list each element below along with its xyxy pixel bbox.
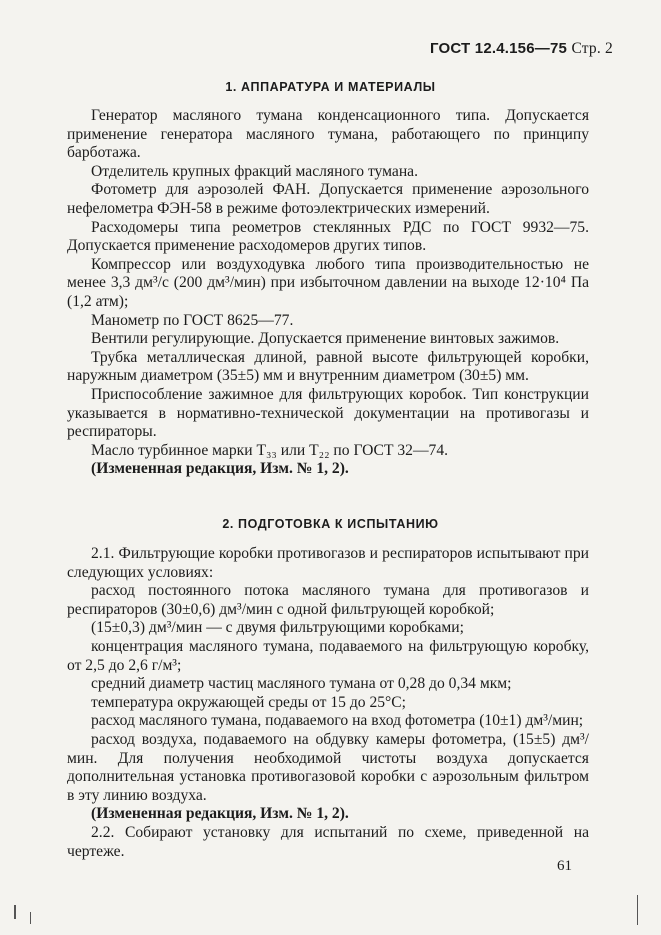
section-1-title: 1. АППАРАТУРА И МАТЕРИАЛЫ (225, 80, 436, 94)
paragraph: Фотометр для аэрозолей ФАН. Допускается применение аэрозольного нефелометра ФЭН-58 в режиме фотоэлектрических измерений. (67, 181, 589, 217)
scan-artifact (14, 905, 16, 919)
paragraph: Трубка металлическая длиной, равной высоте фильтрующей коробки, наружным диаметром (35±5) мм и внутренним диаметром (30±5) мм. (67, 348, 589, 385)
paragraph: Вентили регулирующие. Допускается применение винтовых зажимов. (91, 330, 560, 348)
standard-number: ГОСТ 12.4.156—75 (430, 40, 568, 57)
section-2-title: 2. ПОДГОТОВКА К ИСПЫТАНИЮ (222, 517, 439, 531)
paragraph: Отделитель крупных фракций масляного тумана. (91, 162, 418, 180)
paragraph: Компрессор или воздуходувка любого типа производительностью не менее 3,3 дм³/с (200 дм³/мин) при избыточном давлении на выходе 12·10⁴ Па (1,2 атм); (67, 255, 589, 310)
section-1-body (67, 107, 589, 479)
paragraph: Масло турбинное марки Т₃₃ или Т₂₂ по ГОСТ 32—74. (91, 441, 449, 459)
amendment-note: (Измененная редакция, Изм. № 1, 2). (91, 460, 349, 478)
paragraph: Приспособление зажимное для фильтрующих коробок. Тип конструкции указывается в нормативно-технической документации на противогазы и респираторы. (67, 385, 589, 441)
scan-artifact (30, 912, 31, 924)
paragraph: концентрация масляного тумана, подаваемого на фильтрующую коробку, от 2,5 до 2,6 г/м³; (67, 637, 589, 674)
paragraph: расход масляного тумана, подаваемого на вход фотометра (10±1) дм³/мин; (91, 712, 584, 730)
paragraph: Генератор масляного тумана конденсационного типа. Допускается применение генератора масляного тумана, работающего по принципу барботажа. (67, 107, 589, 162)
amendment-note: (Измененная редакция, Изм. № 1, 2). (91, 805, 349, 823)
paragraph: расход постоянного потока масляного тумана для противогазов и респираторов (30±0,6) дм³/мин с одной фильтрующей коробкой; (67, 582, 589, 618)
page-label: Стр. 2 (571, 40, 613, 57)
paragraph: Манометр по ГОСТ 8625—77. (91, 311, 294, 329)
page-number: 61 (557, 858, 572, 874)
page-header (430, 40, 613, 58)
paragraph: 2.1. Фильтрующие коробки противогазов и респираторов испытывают при следующих условиях: (67, 545, 589, 581)
paragraph: средний диаметр частиц масляного тумана от 0,28 до 0,34 мкм; (91, 675, 512, 693)
paragraph: расход воздуха, подаваемого на обдувку камеры фотометра, (15±5) дм³/мин. Для получения необходимой чистоты воздуха допускается дополнительная установка противогазовой коробки с аэрозольным фильтром в эту линию воздуха. (67, 730, 589, 804)
section-2-body (67, 545, 589, 861)
paragraph: температура окружающей среды от 15 до 25°С; (91, 693, 407, 711)
paragraph: (15±0,3) дм³/мин — с двумя фильтрующими коробками; (91, 619, 464, 637)
scan-artifact (637, 895, 638, 925)
paragraph: 2.2. Собирают установку для испытаний по схеме, приведенной на чертеже. (67, 823, 589, 860)
paragraph: Расходомеры типа реометров стеклянных РДС по ГОСТ 9932—75. Допускается применение расходомеров других типов. (67, 218, 589, 255)
